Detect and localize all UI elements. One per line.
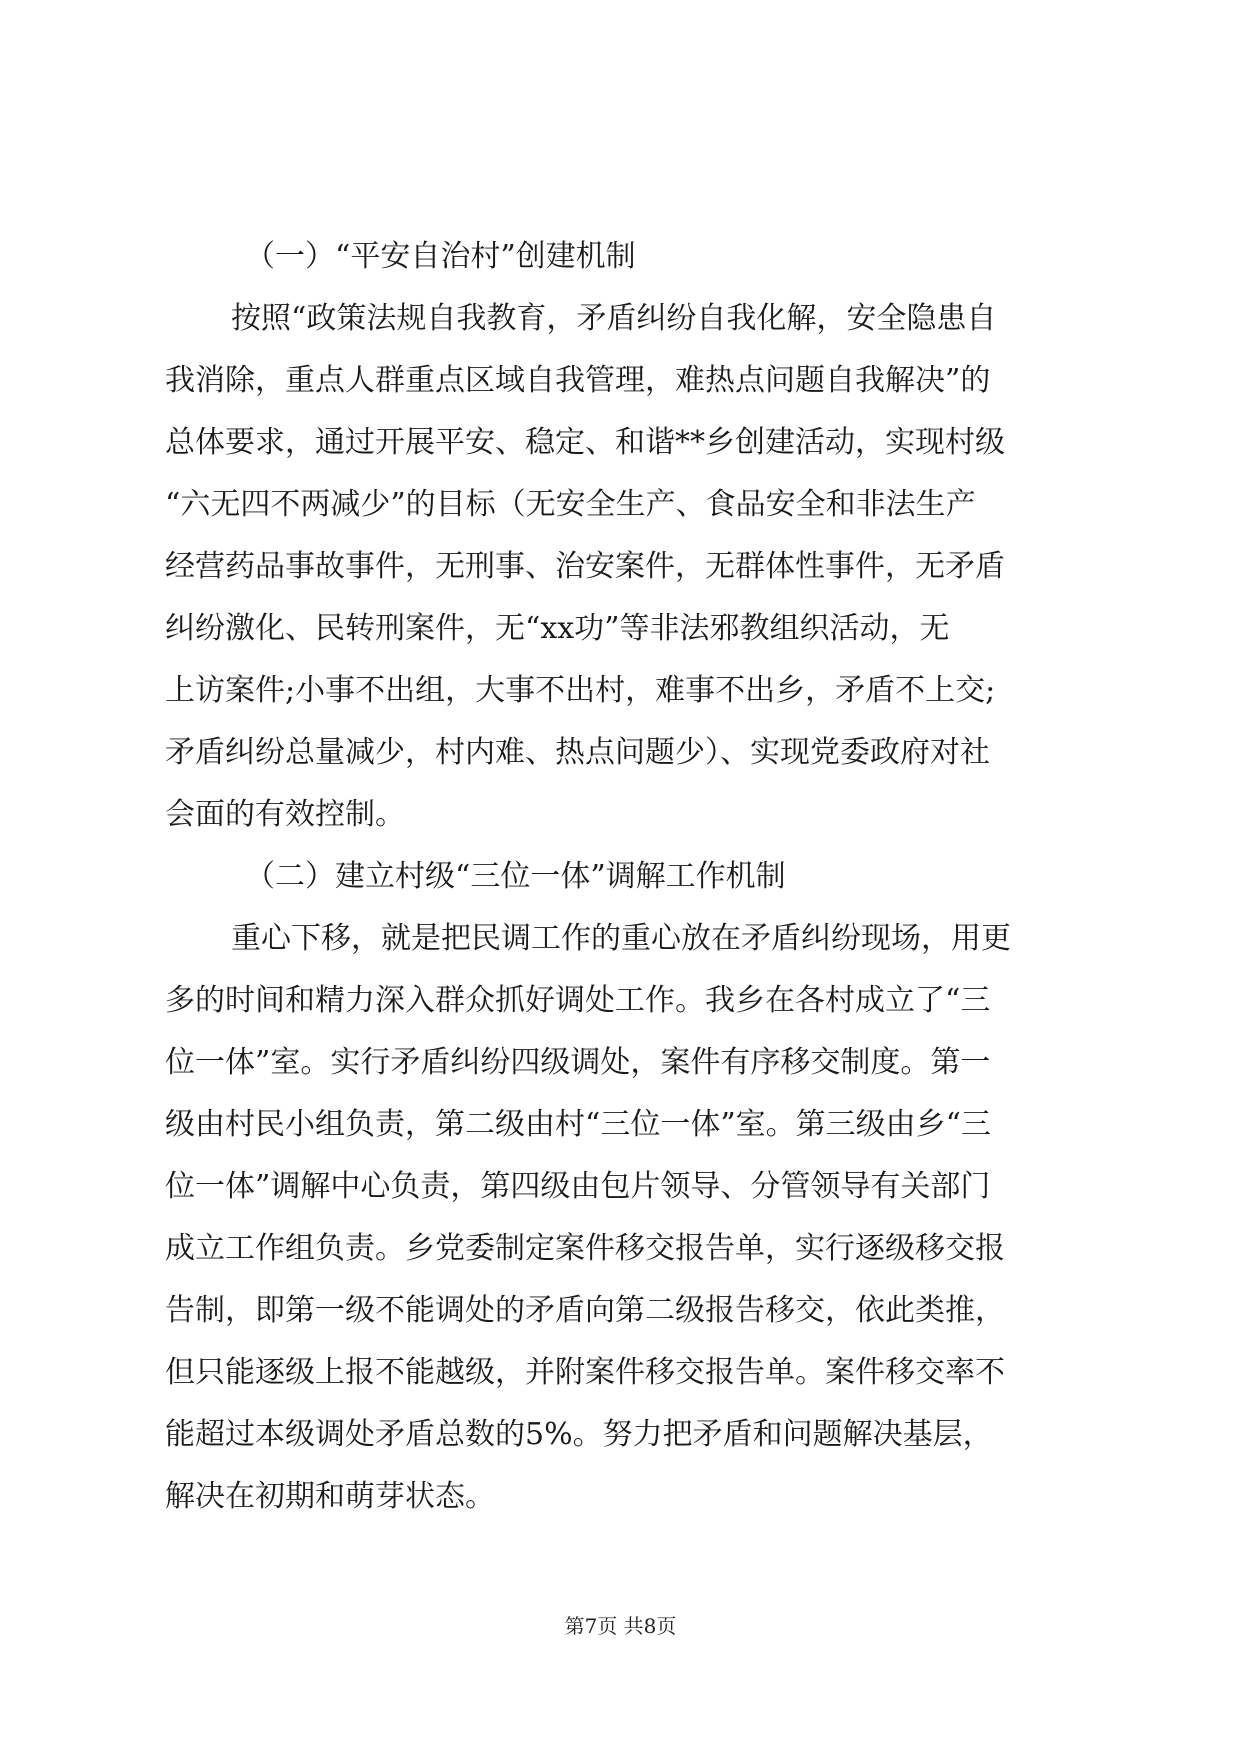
text-line: 解决在初期和萌芽状态。 [165,1479,495,1514]
text-line: “六无四不两减少”的目标（无安全生产、食品安全和非法生产 [165,487,976,522]
text-line: 经营药品事故事件，无刑事、治安案件，无群体性事件，无矛盾 [165,549,1005,584]
text-line: 位一体”调解中心负责，第四级由包片领导、分管领导有关部门 [165,1169,991,1204]
text-line: 多的时间和精力深入群众抓好调处工作。我乡在各村成立了“三 [165,983,991,1018]
text-line: 我消除，重点人群重点区域自我管理，难热点问题自我解决”的 [165,363,991,398]
text-line: 成立工作组负责。乡党委制定案件移交报告单，实行逐级移交报 [165,1231,1005,1266]
text-line: 按照“政策法规自我教育，矛盾纠纷自我化解，安全隐患自 [231,301,997,336]
text-line: 会面的有效控制。 [165,797,405,832]
section-heading-2 [165,846,1090,908]
text-line: 纠纷激化、民转刑案件，无“xx功”等非法邪教组织活动，无 [165,611,950,646]
section-heading-1 [165,226,1090,288]
text-line: 位一体”室。实行矛盾纠纷四级调处，案件有序移交制度。第一 [165,1045,991,1080]
text-line: 能超过本级调处矛盾总数的5%。努力把矛盾和问题解决基层， [165,1417,993,1452]
heading-line: （二）建立村级“三位一体”调解工作机制 [245,859,786,894]
text-line: 矛盾纠纷总量减少，村内难、热点问题少）、实现党委政府对社 [165,735,990,770]
paragraph-1 [165,288,1090,846]
text-line: 告制，即第一级不能调处的矛盾向第二级报告移交，依此类推， [165,1293,1005,1328]
heading-line: （一）“平安自治村”创建机制 [245,239,636,274]
text-line: 但只能逐级上报不能越级，并附案件移交报告单。案件移交率不 [165,1355,1005,1390]
text-line: 总体要求，通过开展平安、稳定、和谐**乡创建活动，实现村级 [165,425,1005,460]
page-number: 第7页 共8页 [564,1614,677,1638]
document-body [165,226,1090,1528]
text-line: 级由村民小组负责，第二级由村“三位一体”室。第三级由乡“三 [165,1107,992,1142]
page-footer [0,1612,1241,1640]
text-line: 重心下移，就是把民调工作的重心放在矛盾纠纷现场，用更 [231,921,1011,956]
text-line: 上访案件;小事不出组，大事不出村，难事不出乡，矛盾不上交; [165,673,996,708]
paragraph-2 [165,908,1090,1528]
